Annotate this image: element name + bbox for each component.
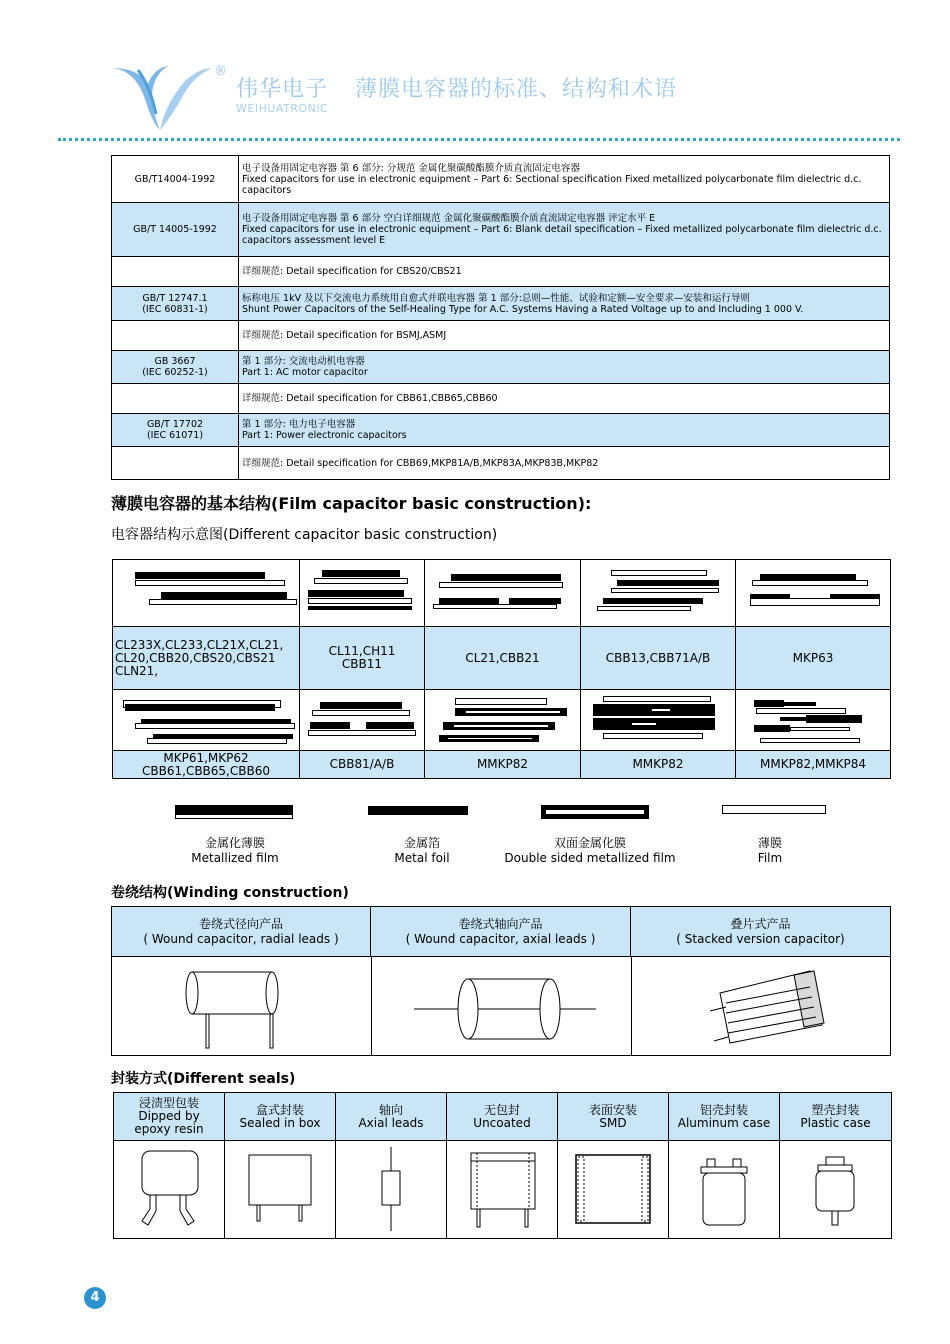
seal-header-axial: 轴向 Axial leads — [336, 1093, 447, 1141]
standard-code: GB/T14004-1992 — [112, 156, 239, 203]
standard-code — [112, 321, 239, 351]
legend-metallized-film: 金属化薄膜 Metallized film — [191, 836, 279, 865]
construction-label: CL21,CBB21 — [425, 626, 581, 689]
construction-diagram — [425, 560, 581, 626]
standard-description-en: 详细规范: Detail specification for CBS20/CBS21 — [242, 266, 462, 277]
brand-name-cn: 伟华电子 — [236, 77, 329, 102]
standard-description-cn: 电子设备用固定电容器 第 6 部分 空白详细规范 金属化聚碳酸酯膜介质直流固定电容器 评定水平 E — [242, 213, 656, 224]
standard-description-en: 详细规范: Detail specification for CBB69,MKP81A/B,MKP83A,MKP83B,MKP82 — [242, 457, 599, 469]
section-construction-diagram: 电容器结构示意图(Different capacitor basic construction) — [111, 527, 498, 543]
standard-description-en: Fixed capacitors for use in electronic equipment – Part 6: Blank detail specification – Fixed metallized polycarbonate film dielectric d.c. capacitors assessment level E — [242, 224, 882, 246]
standard-description-en: 详细规范: Detail specification for CBB61,CBB65,CBB60 — [242, 393, 498, 404]
construction-diagram — [581, 689, 736, 750]
construction-diagram — [300, 560, 425, 626]
seal-image-smd — [558, 1141, 669, 1238]
construction-diagram — [425, 689, 581, 750]
legend-double-sided: 双面金属化膜 Double sided metallized film — [504, 836, 676, 865]
construction-label: MKP63 — [736, 626, 890, 689]
seal-image-plastic — [780, 1141, 891, 1238]
seal-header-dipped: 浸渍型包装 Dipped by epoxy resin — [114, 1093, 225, 1141]
seal-header-aluminum: 铝壳封装 Aluminum case — [669, 1093, 780, 1141]
standards-row — [112, 384, 890, 414]
construction-label: CL11,CH11 CBB11 — [300, 626, 425, 689]
standard-description-en: Part 1: Power electronic capacitors — [242, 430, 407, 441]
document-title: 薄膜电容器的标准、结构和术语 — [355, 77, 678, 102]
construction-label: CBB13,CBB71A/B — [581, 626, 736, 689]
seal-header-uncoated: 无包封 Uncoated — [447, 1093, 558, 1141]
legend-film: 薄膜 Film — [757, 836, 783, 865]
seal-header-box: 盒式封装 Sealed in box — [225, 1093, 336, 1141]
construction-diagram — [736, 689, 890, 750]
construction-diagram — [113, 689, 300, 750]
standard-code: GB/T 14005-1992 — [112, 203, 239, 257]
header-dotted-divider — [58, 138, 900, 141]
page-number: 4 — [84, 1287, 106, 1309]
standard-description-en: Shunt Power Capacitors of the Self-Healing Type for A.C. Systems Having a Rated Voltage up to and Including 1 000 V. — [242, 303, 804, 315]
standards-table — [111, 155, 890, 480]
registered-mark: ® — [214, 64, 227, 79]
standard-code — [112, 384, 239, 414]
standard-description — [239, 384, 890, 414]
legend-swatch-metallized-film-base — [175, 814, 293, 819]
construction-label: MMKP82,MMKP84 — [736, 750, 890, 778]
winding-header-axial: 卷绕式轴向产品 ( Wound capacitor, axial leads ) — [371, 907, 631, 957]
stacked-capacitor-icon — [690, 963, 840, 1051]
radial-capacitor-icon — [172, 963, 292, 1051]
standard-description — [239, 287, 890, 321]
construction-diagram — [113, 560, 300, 626]
standard-code: GB/T 17702 (IEC 61071) — [112, 414, 239, 447]
winding-header-stacked: 叠片式产品 ( Stacked version capacitor) — [631, 907, 890, 957]
standards-row — [112, 287, 890, 321]
standard-description-cn: 电子设备用固定电容器 第 6 部分: 分规范 金属化聚碳酸酯膜介质直流固定电容器 — [242, 162, 580, 174]
legend-swatch-double-sided-core — [545, 809, 645, 815]
construction-diagram — [736, 560, 890, 626]
standard-code — [112, 257, 239, 287]
standard-description-cn: 第 1 部分: 电力电子电容器 — [242, 419, 356, 430]
winding-header-radial: 卷绕式径向产品 ( Wound capacitor, radial leads ) — [112, 907, 371, 957]
construction-diagram — [581, 560, 736, 626]
standard-description — [239, 321, 890, 351]
standard-description — [239, 203, 890, 257]
standards-row — [112, 257, 890, 287]
standard-description-en: Part 1: AC motor capacitor — [242, 367, 368, 378]
standard-description-en: Fixed capacitors for use in electronic equipment – Part 6: Sectional specification Fixed metallized polycarbonate film dielectric d.c. capacitors — [242, 173, 862, 196]
standards-row — [112, 203, 890, 257]
construction-label: MKP61,MKP62 CBB61,CBB65,CBB60 — [113, 750, 300, 778]
standard-description — [239, 156, 890, 203]
standard-description — [239, 351, 890, 384]
weihua-logo — [108, 62, 230, 134]
standard-code: GB/T 12747.1 (IEC 60831-1) — [112, 287, 239, 321]
construction-label: MMKP82 — [425, 750, 581, 778]
brand-name-en: WEIHUATRONIC — [236, 102, 329, 115]
standards-row — [112, 156, 890, 203]
seal-header-smd: 表面安装 SMD — [558, 1093, 669, 1141]
standards-row — [112, 447, 890, 480]
seal-image-uncoated — [447, 1141, 558, 1238]
standard-description-en: 详细规范: Detail specification for BSMJ,ASMJ — [242, 330, 447, 341]
section-winding: 卷绕结构(Winding construction) — [111, 885, 349, 901]
legend-metal-foil: 金属箔 Metal foil — [394, 836, 450, 865]
standard-description — [239, 257, 890, 287]
legend-swatch-film — [722, 805, 826, 814]
winding-table — [111, 906, 891, 1056]
construction-grid — [112, 559, 891, 779]
standard-description — [239, 414, 890, 447]
construction-diagram — [300, 689, 425, 750]
standard-description-cn: 标称电压 1kV 及以下交流电力系统用自愈式并联电容器 第 1 部分:总则—性能、试验和定额—安全要求—安装和运行导则 — [242, 292, 750, 304]
construction-label: MMKP82 — [581, 750, 736, 778]
legend-swatch-metal-foil — [368, 806, 468, 815]
construction-label: CL233X,CL233,CL21X,CL21, CL20,CBB20,CBS20,CBS21 CLN21, — [113, 626, 300, 689]
seal-image-axial — [336, 1141, 447, 1238]
seal-header-plastic: 塑壳封装 Plastic case — [780, 1093, 891, 1141]
seal-image-box — [225, 1141, 336, 1238]
standard-code — [112, 447, 239, 480]
seal-image-dipped — [114, 1141, 225, 1238]
section-seals: 封装方式(Different seals) — [111, 1071, 296, 1087]
section-basic-construction: 薄膜电容器的基本结构(Film capacitor basic construction): — [111, 494, 592, 513]
standard-code: GB 3667 (IEC 60252-1) — [112, 351, 239, 384]
standard-description-cn: 第 1 部分: 交流电动机电容器 — [242, 356, 365, 367]
standards-row — [112, 351, 890, 384]
standards-row — [112, 321, 890, 351]
standard-description — [239, 447, 890, 480]
seal-image-aluminum — [669, 1141, 780, 1238]
construction-label: CBB81/A/B — [300, 750, 425, 778]
seals-table — [113, 1092, 892, 1239]
standards-row — [112, 414, 890, 447]
axial-capacitor-icon — [410, 969, 600, 1049]
